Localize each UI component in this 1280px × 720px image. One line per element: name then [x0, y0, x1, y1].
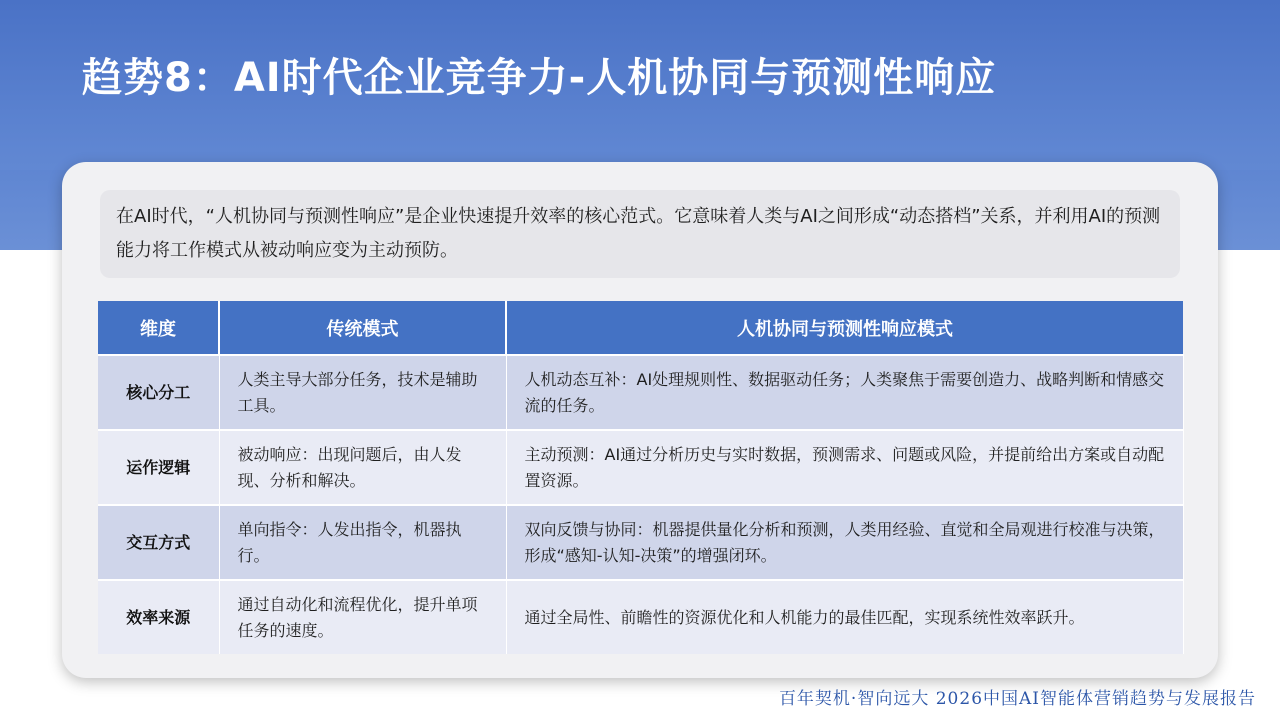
row-collaborative: 人机动态互补：AI处理规则性、数据驱动任务；人类聚焦于需要创造力、战略判断和情感交流的任务。: [506, 355, 1183, 430]
row-collaborative: 通过全局性、前瞻性的资源优化和人机能力的最佳匹配，实现系统性效率跃升。: [506, 580, 1183, 654]
row-dimension: 效率来源: [98, 580, 219, 654]
row-collaborative: 双向反馈与协同：机器提供量化分析和预测，人类用经验、直觉和全局观进行校准与决策，形成“感知-认知-决策”的增强闭环。: [506, 505, 1183, 580]
header-traditional: 传统模式: [219, 301, 506, 355]
row-dimension: 交互方式: [98, 505, 219, 580]
row-traditional: 单向指令：人发出指令，机器执行。: [219, 505, 506, 580]
row-collaborative: 主动预测：AI通过分析历史与实时数据，预测需求、问题或风险，并提前给出方案或自动配置资源。: [506, 430, 1183, 505]
intro-box: [100, 190, 1180, 278]
table-row: [98, 505, 1183, 580]
row-traditional: 被动响应：出现问题后，由人发现、分析和解决。: [219, 430, 506, 505]
table-row: [98, 355, 1183, 430]
slide-title: 趋势8：AI时代企业竞争力-人机协同与预测性响应: [82, 55, 997, 101]
intro-text: 在AI时代，“人机协同与预测性响应”是企业快速提升效率的核心范式。它意味着人类与AI之间形成“动态搭档”关系，并利用AI的预测能力将工作模式从被动响应变为主动预防。: [116, 206, 1161, 261]
row-dimension: 运作逻辑: [98, 430, 219, 505]
header-collaborative: 人机协同与预测性响应模式: [506, 301, 1183, 355]
table-row: [98, 430, 1183, 505]
header-dimension: 维度: [98, 301, 219, 355]
footer-text: 百年契机·智向远大 2026中国AI智能体营销趋势与发展报告: [778, 689, 1256, 709]
row-traditional: 人类主导大部分任务，技术是辅助工具。: [219, 355, 506, 430]
table-row: [98, 580, 1183, 654]
table-header-row: [98, 301, 1183, 355]
comparison-table: [98, 301, 1184, 654]
row-dimension: 核心分工: [98, 355, 219, 430]
row-traditional: 通过自动化和流程优化，提升单项任务的速度。: [219, 580, 506, 654]
